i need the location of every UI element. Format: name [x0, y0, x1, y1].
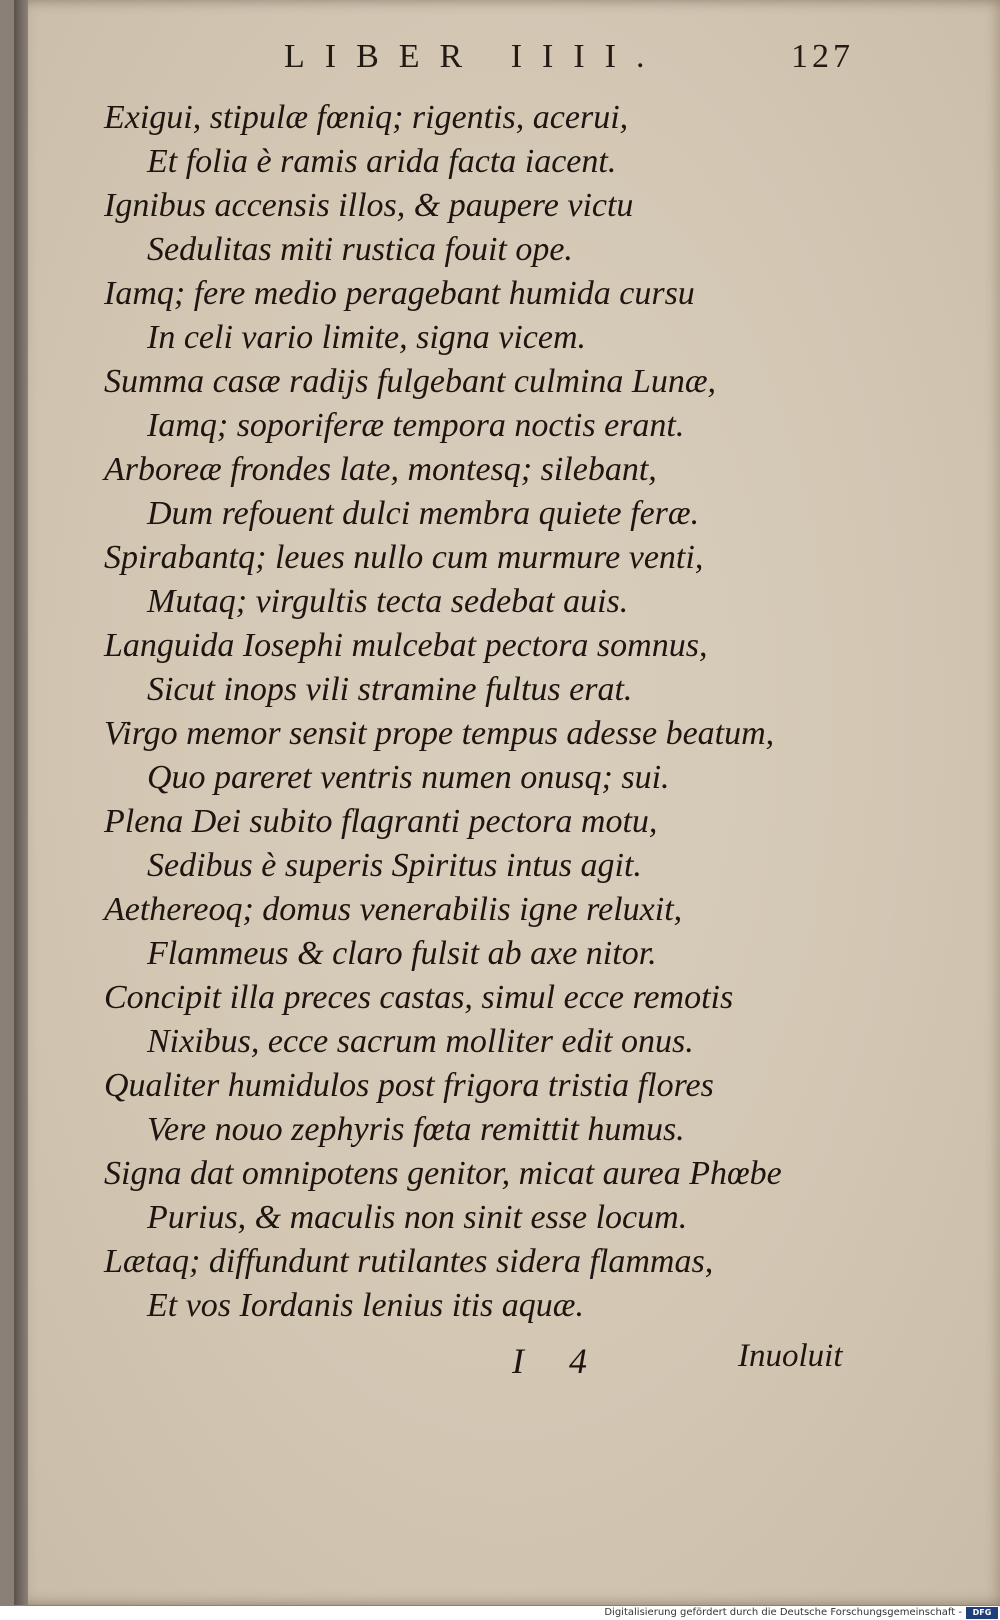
verse-line: Lætaq; diffundunt rutilantes sidera flammas, [104, 1243, 714, 1280]
verse-line: Ignibus accensis illos, & paupere victu [104, 187, 634, 224]
verse-line: Flammeus & claro fulsit ab axe nitor. [147, 935, 657, 972]
catchword: Inuoluit [738, 1338, 843, 1374]
verse-line: Purius, & maculis non sinit esse locum. [147, 1199, 688, 1236]
verse-line: Signa dat omnipotens genitor, micat aurea Phœbe [104, 1155, 782, 1192]
verse-line: Quo pareret ventris numen onusq; sui. [147, 759, 670, 796]
verse-line: Qualiter humidulos post frigora tristia flores [104, 1067, 714, 1104]
verse-line: Exigui, stipulæ fœniq; rigentis, acerui, [104, 99, 629, 136]
book-page [14, 0, 1000, 1605]
verse-line: Concipit illa preces castas, simul ecce remotis [104, 979, 734, 1016]
verse-line: Nixibus, ecce sacrum molliter edit onus. [147, 1023, 694, 1060]
verse-line: Sedulitas miti rustica fouit ope. [147, 231, 573, 268]
verse-line: Iamq; fere medio peragebant humida cursu [104, 275, 695, 312]
verse-line: Et folia è ramis arida facta iacent. [147, 143, 617, 180]
verse-line: Summa casæ radijs fulgebant culmina Lunæ, [104, 363, 717, 400]
verse-line: Et vos Iordanis lenius itis aquæ. [147, 1287, 584, 1324]
page-gutter [14, 0, 28, 1605]
signature-mark: I 4 [512, 1341, 605, 1381]
verse-line: In celi vario limite, signa vicem. [147, 319, 587, 356]
verse-line: Sicut inops vili stramine fultus erat. [147, 671, 633, 708]
running-head [284, 38, 854, 88]
digitization-footer [0, 1606, 1000, 1620]
verse-line: Dum refouent dulci membra quiete feræ. [147, 495, 700, 532]
verse-line: Virgo memor sensit prope tempus adesse beatum, [104, 715, 775, 752]
verse-line: Arboreæ frondes late, montesq; silebant, [104, 451, 657, 488]
verse-line: Languida Iosephi mulcebat pectora somnus, [104, 627, 708, 664]
verse-line: Iamq; soporiferæ tempora noctis erant. [147, 407, 685, 444]
verse-line: Plena Dei subito flagranti pectora motu, [104, 803, 658, 840]
page-number: 127 [791, 38, 854, 75]
verse-line: Spirabantq; leues nullo cum murmure venti, [104, 539, 704, 576]
verse-line: Aethereoq; domus venerabilis igne reluxit, [104, 891, 683, 928]
verse-line: Mutaq; virgultis tecta sedebat auis. [147, 583, 629, 620]
verse-line: Vere nouo zephyris fœta remittit humus. [147, 1111, 685, 1148]
dfg-logo: DFG [966, 1607, 998, 1619]
verse-line: Sedibus è superis Spiritus intus agit. [147, 847, 642, 884]
running-head-title: LIBER IIII. [284, 38, 665, 75]
footer-credit: Digitalisierung gefördert durch die Deutsche Forschungsgemeinschaft - [604, 1607, 962, 1618]
